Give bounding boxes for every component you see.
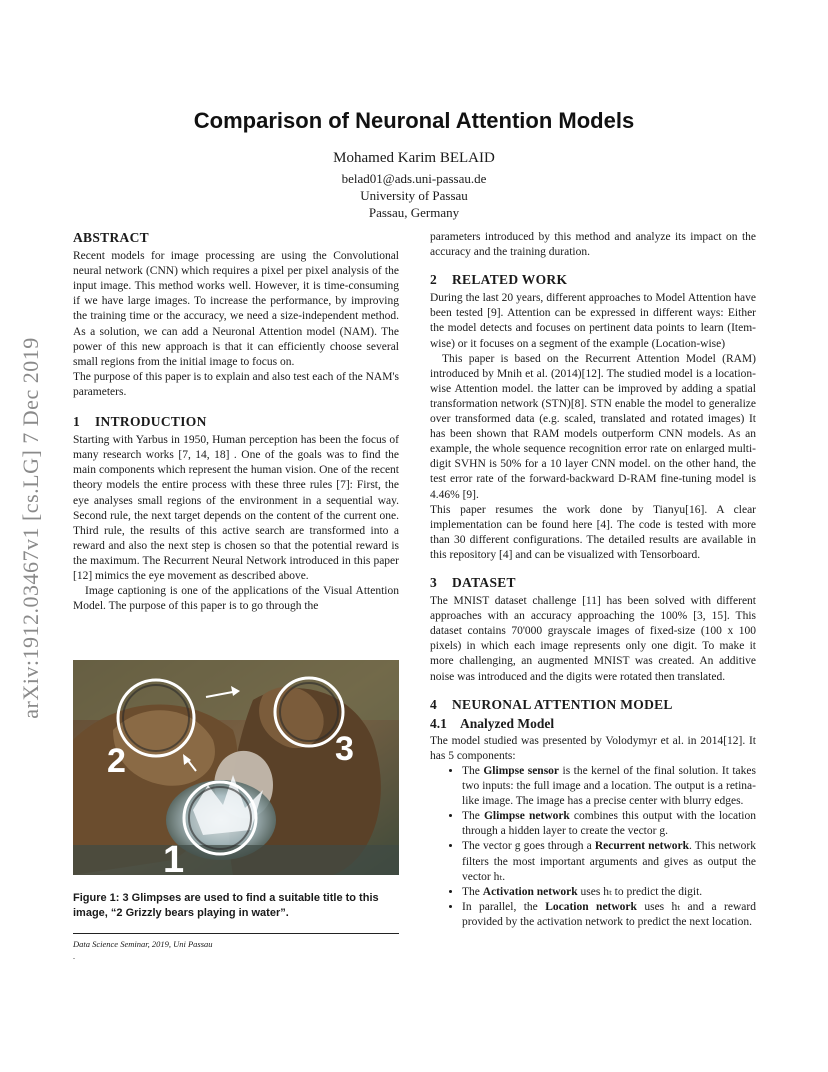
dataset-paragraph: The MNIST dataset challenge [11] has been solved with different approaches with an accuracy approaching the 100% [3, 15]. This dataset contains 70'000 grayscale images of fixed-size (100 x 100 pixels) in which each image represents only one digit. To make it more challenging, an augmented MNIST was created. An additive noise was introduced and the digits were rotated then translated. bbox=[430, 595, 756, 683]
author-email: belad01@ads.uni-passau.de bbox=[341, 171, 487, 186]
author-location: Passau, Germany bbox=[368, 205, 460, 220]
arxiv-identifier: arXiv:1912.03467v1 [cs.LG] 7 Dec 2019 bbox=[18, 337, 43, 719]
subsection-number: 4.1 bbox=[430, 715, 447, 731]
list-item: • The Glimpse network combines this output with the location through a hidden layer to create the vector g. bbox=[462, 809, 756, 839]
nam-heading bbox=[430, 697, 756, 712]
related-paragraph-3: This paper resumes the work done by Tianyu[16]. A clear implementation can be found here [4]. The code is tested with more than 30 different configurations. The detailed results are available in this repository [4] and can be visualized with Tensorboard. bbox=[430, 503, 756, 561]
glimpse-label-2: 2 bbox=[107, 742, 126, 780]
related-paragraph: During the last 20 years, different approaches to Model Attention have been tested [9]. Attention can be expressed in different ways: Either the model detects and focuses on pertinent data points to learn (Item-wise) or it focuses on a segment of the example (Location-wise) bbox=[430, 292, 756, 350]
section-title: DATASET bbox=[452, 574, 516, 590]
arxiv-sidebar bbox=[16, 290, 46, 760]
section-title: INTRODUCTION bbox=[95, 414, 207, 430]
footnote: Data Science Seminar, 2019, Uni Passau bbox=[73, 939, 213, 949]
footnote-mark: . bbox=[73, 952, 75, 961]
footnote-divider bbox=[73, 933, 399, 934]
grizzly-bears-figure bbox=[73, 660, 399, 875]
abstract-paragraph-2: The purpose of this paper is to explain and also test each of the NAM's parameters. bbox=[73, 370, 399, 398]
dataset-heading bbox=[430, 575, 756, 590]
section-title: NEURONAL ATTENTION MODEL bbox=[452, 696, 673, 712]
subsection-title: Analyzed Model bbox=[460, 715, 555, 731]
list-item: • In parallel, the Location network uses hₜ and a reward provided by the activation network to predict the next location. bbox=[462, 900, 756, 930]
list-item: • The Activation network uses hₜ to predict the digit. bbox=[462, 885, 756, 900]
intro-paragraph-2: Image captioning is one of the applications of the Visual Attention Model. The purpose of this paper is to go through the bbox=[73, 585, 399, 613]
intro-heading bbox=[73, 414, 399, 429]
glimpse-label-3: 3 bbox=[335, 730, 354, 768]
nam-paragraph: The model studied was presented by Volodymyr et al. in 2014[12]. It has 5 components: bbox=[430, 734, 756, 762]
glimpse-label-1: 1 bbox=[163, 839, 185, 875]
section-number: 3 bbox=[430, 574, 438, 590]
section-number: 1 bbox=[73, 414, 81, 430]
intro-paragraph-continued: parameters introduced by this method and analyze its impact on the accuracy and the training duration. bbox=[430, 231, 756, 259]
author-affiliation: University of Passau bbox=[360, 188, 468, 203]
author-name: Mohamed Karim BELAID bbox=[333, 150, 495, 166]
related-paragraph-2: This paper is based on the Recurrent Attention Model (RAM) introduced by Mnih et al. (2014)[12]. The studied model is a location-wise Attention model. the latter can be improved by adding a spatial transformation network (STN)[8]. STN enable the model to generalize over transformed data (e.g. scaled, translated and rotated images) It has been shown that RAM models outperform CNN models. As an example, the whole sequence recognition error rate on enlarged multi-digit SVHN is 50% for a 10 layer CNN model. on the other hand, the test error rate of the forward-backward D-RAM fine-tuning model is 4.46% [9]. bbox=[430, 352, 756, 501]
figure-caption: Figure 1: 3 Glimpses are used to find a suitable title to this image, “2 Grizzly bears playing in water”. bbox=[73, 892, 379, 919]
left-column bbox=[73, 230, 399, 614]
section-title: RELATED WORK bbox=[452, 272, 568, 288]
author-block bbox=[0, 150, 828, 221]
component-list bbox=[430, 764, 756, 930]
section-number: 4 bbox=[430, 696, 438, 712]
paper-title: Comparison of Neuronal Attention Models bbox=[193, 108, 635, 133]
list-item: • The vector g goes through a Recurrent network. This network filters the most important arguments and gives as output the vector hₜ. bbox=[462, 839, 756, 884]
intro-paragraph: Starting with Yarbus in 1950, Human perception has been the focus of many research works [7, 14, 18] . One of the goals was to find the main components which represent the human vision. One of the recent theory models the entire process with these three rules [7]: First, the eye analyses small regions of the environment in a sequential way. Second rule, the next target depends on the content of the current one. Third rule, the results of this active search are transformed into a reward and also the next step is chosen so that the potential reward is the maximum. The Recurrent Neural Network introduced in this paper [12] mimics the eye movement as described above. bbox=[73, 434, 399, 582]
right-column bbox=[430, 230, 756, 930]
list-item: • The Glimpse sensor is the kernel of the final solution. It takes two inputs: the full image and a location. The output is a retina-like image. The image has a precise center with blurry edges. bbox=[462, 764, 756, 809]
subsection-heading bbox=[430, 716, 756, 731]
related-work-heading bbox=[430, 272, 756, 287]
section-number: 2 bbox=[430, 272, 438, 288]
abstract-heading: ABSTRACT bbox=[73, 230, 149, 245]
abstract-paragraph: Recent models for image processing are using the Convolutional neural network (CNN) which requires a pixel per pixel analysis of the input image. This method works well. However, it is time-consuming if we have large images. To increase the performance, by improving the training time or the accuracy, we need a size-independent method. As a solution, we can add a Neuronal Attention model (NAM). The power of this new approach is that it can efficiently choose several small regions from the initial image to focus on. bbox=[73, 250, 399, 368]
